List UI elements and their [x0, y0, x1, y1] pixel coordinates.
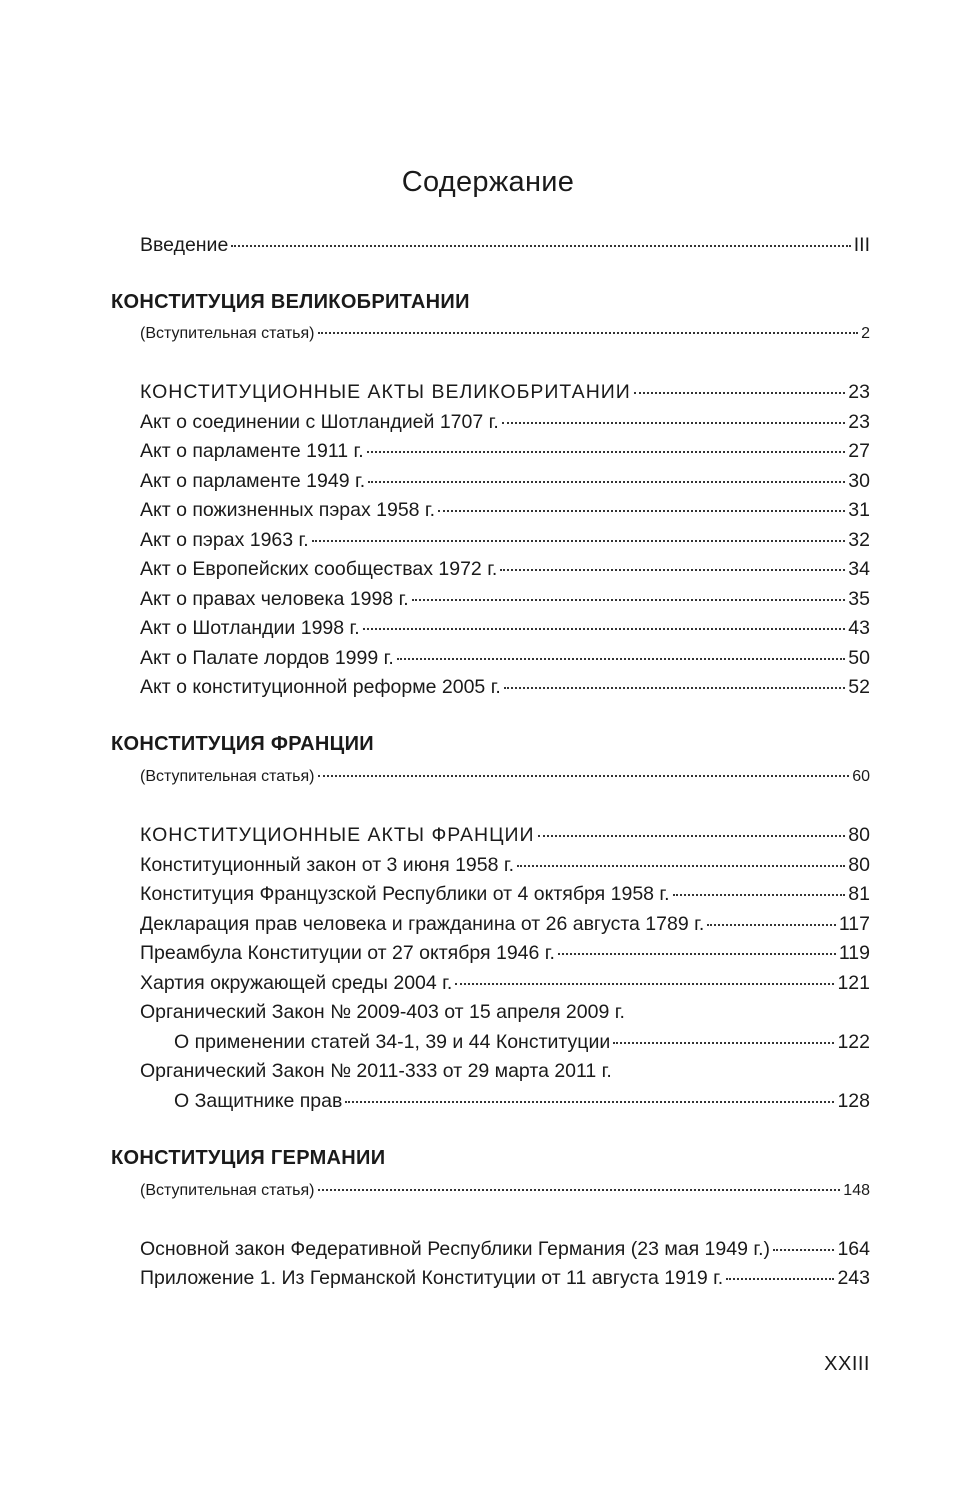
- toc-entry-label: Основной закон Федеративной Республики Германия (23 мая 1949 г.): [140, 1238, 770, 1260]
- dot-leader: [538, 835, 846, 837]
- toc-entry: [140, 1264, 870, 1292]
- dot-leader: [438, 510, 845, 512]
- dot-leader: [318, 1189, 841, 1191]
- section-heading-gb: КОНСТИТУЦИЯ ВЕЛИКОБРИТАНИИ: [111, 291, 470, 313]
- toc-entry: [140, 614, 870, 642]
- toc-entry-label: Акт о парламенте 1911 г.: [140, 440, 364, 462]
- dot-leader: [455, 983, 834, 985]
- toc-entry-page: 23: [848, 411, 870, 433]
- toc-entry: [140, 467, 870, 495]
- dot-leader: [312, 540, 846, 542]
- toc-entry-page: 35: [848, 588, 870, 610]
- toc-entry-label: Акт о Европейских сообществах 1972 г.: [140, 558, 498, 580]
- section-heading-fr: КОНСТИТУЦИЯ ФРАНЦИИ: [111, 733, 374, 755]
- dot-leader: [773, 1249, 834, 1251]
- toc-entry-gb-article: [140, 320, 870, 348]
- toc-entry-page: 43: [848, 617, 870, 639]
- toc-entry: [140, 673, 870, 701]
- toc-entry-page: 50: [848, 647, 870, 669]
- toc-entry-page: 80: [848, 824, 870, 846]
- toc-entry-label: Акт о Шотландии 1998 г.: [140, 617, 360, 639]
- toc-entry-page: 122: [837, 1031, 870, 1053]
- toc-entry-label: Хартия окружающей среды 2004 г.: [140, 972, 453, 994]
- page-number: XXIII: [824, 1353, 870, 1375]
- toc-entry: [140, 880, 870, 908]
- dot-leader: [673, 894, 846, 896]
- toc-entry: [140, 555, 870, 583]
- toc-entry-label: Органический Закон № 2011-333 от 29 марта 2011 г.: [140, 1060, 612, 1082]
- toc-entry-label: КОНСТИТУЦИОННЫЕ АКТЫ ФРАНЦИИ: [140, 824, 535, 846]
- toc-entry-label: Введение: [140, 234, 229, 256]
- toc-entry-label: (Вступительная статья): [140, 325, 315, 342]
- toc-entry-page: III: [853, 234, 870, 256]
- toc-entry-label: Конституция Французской Республики от 4 октября 1958 г.: [140, 883, 670, 905]
- toc-entry-page: 2: [861, 325, 870, 342]
- toc-entry-page: 60: [852, 768, 870, 785]
- toc-entry-page: 34: [848, 558, 870, 580]
- toc-entry-organic-2-title: [140, 1057, 612, 1085]
- dot-leader: [345, 1101, 834, 1103]
- toc-entry: [140, 851, 870, 879]
- toc-entry: [140, 939, 870, 967]
- dot-leader: [363, 628, 846, 630]
- toc-entry-label: О применении статей 34-1, 39 и 44 Конституции: [174, 1031, 611, 1053]
- toc-entry-page: 32: [848, 529, 870, 551]
- toc-entry-label: Органический Закон № 2009-403 от 15 апреля 2009 г.: [140, 1001, 625, 1023]
- dot-leader: [318, 332, 859, 334]
- toc-entry-label: (Вступительная статья): [140, 768, 315, 785]
- toc-entry-page: 52: [848, 676, 870, 698]
- toc-entry-page: 148: [843, 1182, 870, 1199]
- dot-leader: [613, 1042, 834, 1044]
- dot-leader: [367, 451, 846, 453]
- dot-leader: [634, 392, 845, 394]
- toc-entry-page: 31: [848, 499, 870, 521]
- toc-entry-label: Преамбула Конституции от 27 октября 1946 г.: [140, 942, 555, 964]
- toc-entry-label: Приложение 1. Из Германской Конституции от 11 августа 1919 г.: [140, 1267, 724, 1289]
- toc-entry: [140, 437, 870, 465]
- toc-entry-page: 30: [848, 470, 870, 492]
- page-title: Содержание: [401, 166, 575, 198]
- toc-entry-label: Акт о правах человека 1998 г.: [140, 588, 409, 610]
- toc-entry-label: Акт о Палате лордов 1999 г.: [140, 647, 394, 669]
- toc-entry-page: 119: [838, 942, 870, 964]
- toc-entry: [140, 969, 870, 997]
- toc-entry-page: 243: [837, 1267, 870, 1289]
- toc-entry-page: 81: [848, 883, 870, 905]
- toc-entry-organic-2: [174, 1087, 870, 1115]
- toc-entry-page: 164: [837, 1238, 870, 1260]
- toc-entry-fr-acts: [140, 821, 870, 849]
- toc-entry-gb-acts: [140, 378, 870, 406]
- toc-entry-intro: [140, 231, 870, 259]
- dot-leader: [504, 687, 845, 689]
- toc-entry-label: Акт о пэрах 1963 г.: [140, 529, 309, 551]
- toc-entry-label: Акт о конституционной реформе 2005 г.: [140, 676, 501, 698]
- dot-leader: [726, 1278, 834, 1280]
- toc-entry-label: Декларация прав человека и гражданина от 26 августа 1789 г.: [140, 913, 705, 935]
- toc-entry: [140, 585, 870, 613]
- toc-entry-label: Акт о пожизненных пэрах 1958 г.: [140, 499, 436, 521]
- section-heading-de: КОНСТИТУЦИЯ ГЕРМАНИИ: [111, 1147, 386, 1169]
- toc-entry-page: 121: [837, 972, 870, 994]
- dot-leader: [517, 865, 845, 867]
- toc-entry: [140, 644, 870, 672]
- dot-leader: [318, 775, 850, 777]
- dot-leader: [500, 569, 845, 571]
- toc-entry-label: О Защитнике прав: [174, 1090, 343, 1112]
- toc-entry: [140, 910, 870, 938]
- toc-entry-label: КОНСТИТУЦИОННЫЕ АКТЫ ВЕЛИКОБРИТАНИИ: [140, 381, 631, 403]
- dot-leader: [397, 658, 846, 660]
- toc-entry-page: 128: [837, 1090, 870, 1112]
- toc-entry-page: 23: [848, 381, 870, 403]
- toc-entry-organic-1: [174, 1028, 870, 1056]
- dot-leader: [558, 953, 836, 955]
- toc-entry-de-article: [140, 1177, 870, 1205]
- toc-entry: [140, 1235, 870, 1263]
- toc-entry-page: 27: [848, 440, 870, 462]
- dot-leader: [502, 422, 846, 424]
- toc-entry-organic-1-title: [140, 998, 625, 1026]
- toc-entry-label: (Вступительная статья): [140, 1182, 315, 1199]
- toc-entry: [140, 496, 870, 524]
- dot-leader: [412, 599, 846, 601]
- dot-leader: [707, 924, 836, 926]
- toc-entry-fr-article: [140, 763, 870, 791]
- toc-entry-label: Конституционный закон от 3 июня 1958 г.: [140, 854, 515, 876]
- toc-entry: [140, 408, 870, 436]
- toc-entry-page: 117: [838, 913, 870, 935]
- dot-leader: [368, 481, 845, 483]
- toc-entry-label: Акт о соединении с Шотландией 1707 г.: [140, 411, 499, 433]
- toc-entry-page: 80: [848, 854, 870, 876]
- dot-leader: [231, 245, 850, 247]
- toc-entry: [140, 526, 870, 554]
- toc-entry-label: Акт о парламенте 1949 г.: [140, 470, 366, 492]
